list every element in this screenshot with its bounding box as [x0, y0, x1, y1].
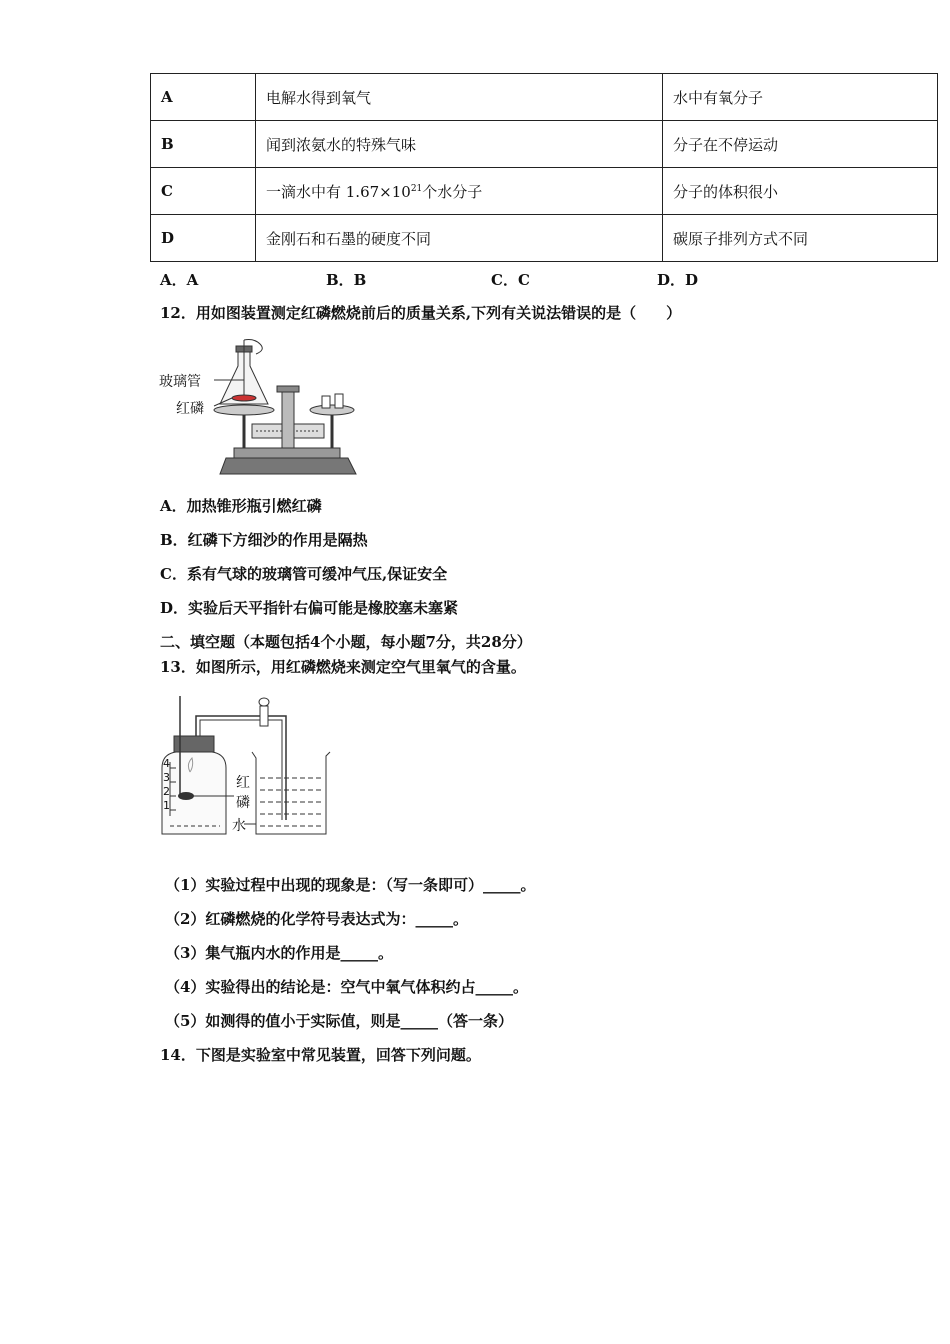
- weight: [335, 394, 343, 408]
- choice-c[interactable]: C．C: [491, 271, 530, 289]
- gas-collection-bottle: [162, 752, 226, 834]
- row-fact: 电解水得到氧气: [256, 74, 663, 121]
- oxygen-apparatus-figure: [156, 692, 336, 842]
- q12-option-d[interactable]: D．实验后天平指针右偏可能是橡胶塞未塞紧: [160, 599, 459, 617]
- row-letter: C: [151, 168, 256, 215]
- table-row: [151, 215, 938, 262]
- row-letter: A: [151, 74, 256, 121]
- beaker: [252, 752, 330, 834]
- balance-pillar: [282, 388, 294, 448]
- row-fact: 闻到浓氨水的特殊气味: [256, 121, 663, 168]
- choice-b[interactable]: B．B: [326, 271, 367, 289]
- row-explanation: 碳原子排列方式不同: [663, 215, 938, 262]
- q12-option-b[interactable]: B．红磷下方细沙的作用是隔热: [160, 531, 368, 549]
- q13-part-2: （2）红磷燃烧的化学符号表达式为：_____。: [165, 910, 468, 928]
- row-fact: 一滴水中有 $1.67\times 10^{21}$个水分子: [256, 168, 663, 215]
- q13-stem: 13．如图所示，用红磷燃烧来测定空气里氧气的含量。: [160, 658, 526, 676]
- label-red-phosphorus: 红磷: [176, 401, 204, 417]
- row-letter: B: [151, 121, 256, 168]
- scale-mark: 3: [163, 771, 170, 784]
- scale-mark: 2: [163, 785, 170, 798]
- table-row: [151, 121, 938, 168]
- q12-stem: 12．用如图装置测定红磷燃烧前后的质量关系,下列有关说法错误的是（ ）: [160, 304, 682, 322]
- choice-d[interactable]: D．D: [657, 271, 699, 289]
- red-phosphorus: [232, 395, 256, 401]
- q13-part-5: （5）如测得的值小于实际值，则是_____（答一条）: [165, 1012, 513, 1030]
- left-pan: [214, 405, 274, 415]
- red-phosphorus-spoon: [178, 792, 194, 800]
- label-glass-tube: 玻璃管: [159, 374, 201, 390]
- row-letter: D: [151, 215, 256, 262]
- row-explanation: 分子的体积很小: [663, 168, 938, 215]
- spring-clamp: [260, 706, 268, 726]
- q13-part-3: （3）集气瓶内水的作用是_____。: [165, 944, 393, 962]
- label-red: 红: [236, 775, 250, 791]
- q12-option-c[interactable]: C．系有气球的玻璃管可缓冲气压,保证安全: [160, 565, 448, 583]
- weight: [322, 396, 330, 408]
- options-table: [150, 73, 938, 262]
- choice-a[interactable]: A．A: [160, 271, 199, 289]
- table-row: [151, 168, 938, 215]
- scale-mark: 4: [163, 757, 170, 770]
- label-water: 水: [232, 818, 246, 834]
- balance-base: [220, 458, 356, 474]
- q14-stem: 14．下图是实验室中常见装置，回答下列问题。: [160, 1046, 481, 1064]
- q13-part-1: （1）实验过程中出现的现象是：（写一条即可）_____。: [165, 876, 536, 894]
- balance-platform: [234, 448, 340, 458]
- row-explanation: 水中有氧分子: [663, 74, 938, 121]
- row-fact: 金刚石和石墨的硬度不同: [256, 215, 663, 262]
- label-phosphorus: 磷: [236, 795, 250, 811]
- q13-part-4: （4）实验得出的结论是：空气中氧气体积约占_____。: [165, 978, 528, 996]
- row-explanation: 分子在不停运动: [663, 121, 938, 168]
- section-heading: 二、填空题（本题包括4个小题，每小题7分，共28分）: [160, 633, 532, 651]
- scale-mark: 1: [163, 799, 170, 812]
- right-pan: [310, 405, 354, 415]
- q12-option-a[interactable]: A．加热锥形瓶引燃红磷: [160, 497, 322, 515]
- table-row: [151, 74, 938, 121]
